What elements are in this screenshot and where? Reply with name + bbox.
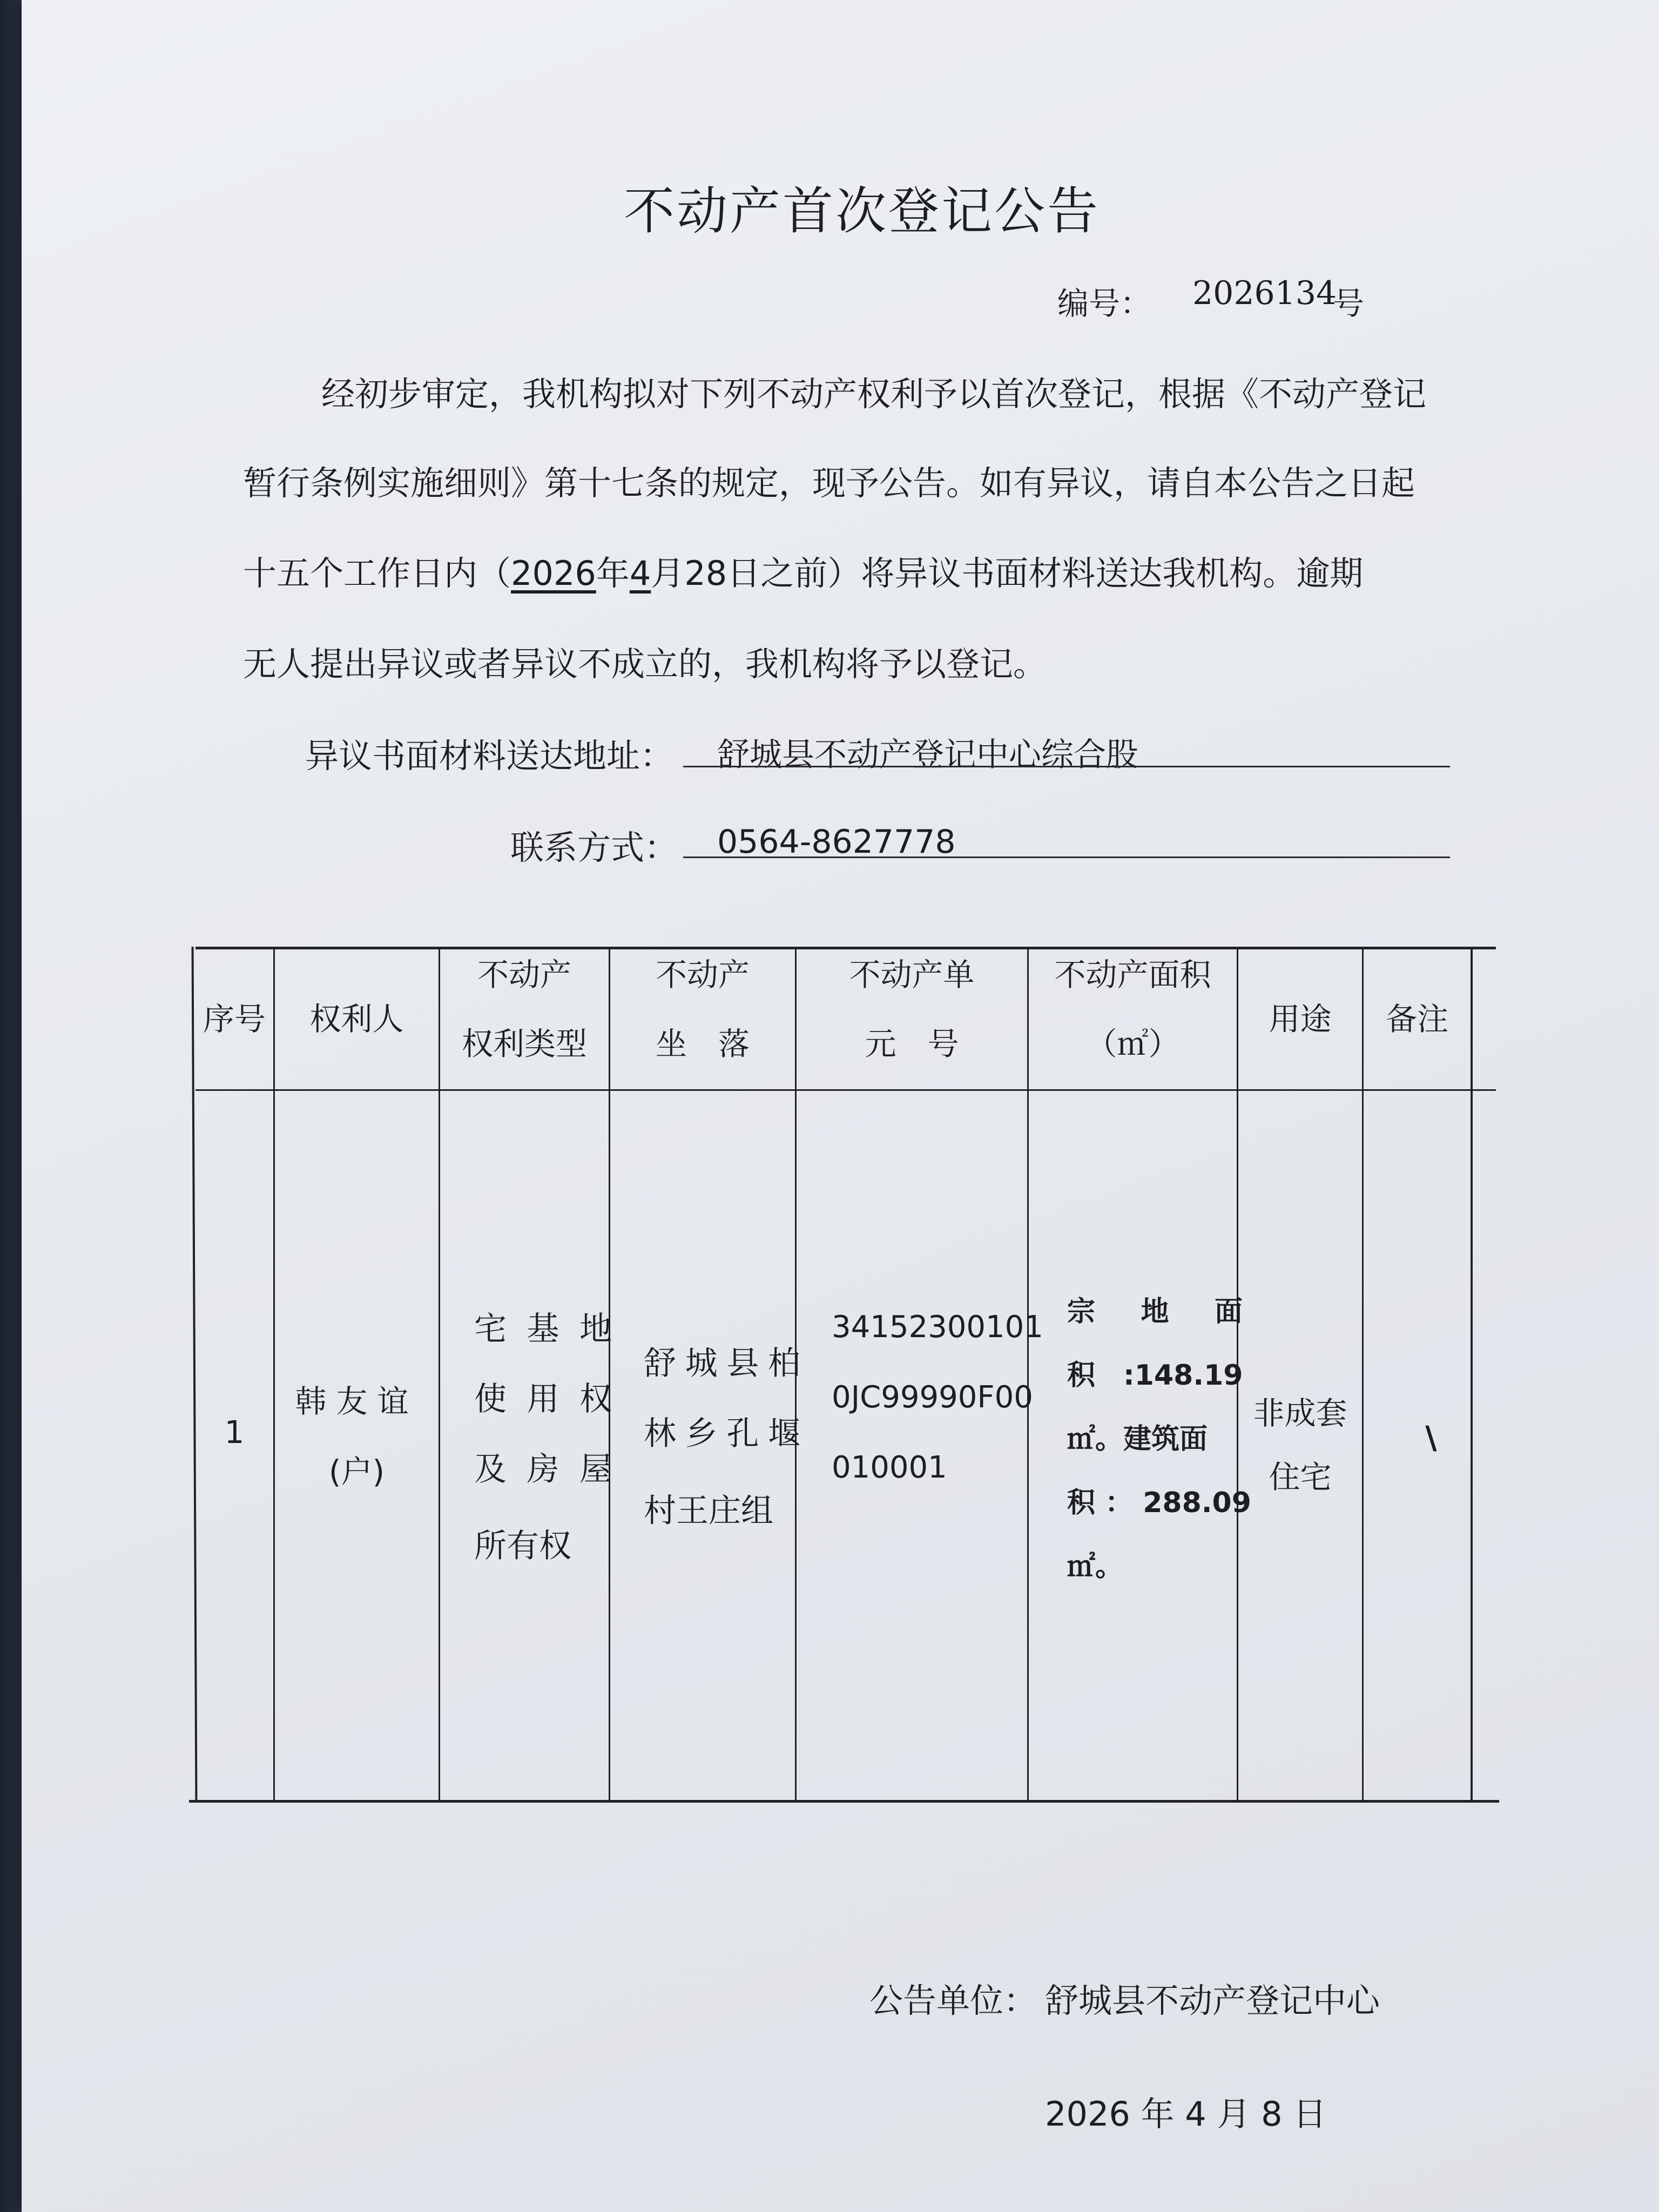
header-right-type-1: 不动产 xyxy=(477,956,571,993)
deadline-month: 4 xyxy=(629,554,651,593)
issuer-name: 舒城县不动产登记中心 xyxy=(1045,1981,1380,2020)
address-underline xyxy=(683,766,1450,767)
header-usage: 用途 xyxy=(1269,1001,1332,1037)
header-holder: 权利人 xyxy=(309,1001,404,1037)
month-unit: 月 xyxy=(651,554,685,593)
row-area-4: 积 ： 288.09 xyxy=(1067,1487,1251,1519)
serial-suffix: 号 xyxy=(1333,285,1365,322)
row-area-5: ㎡。 xyxy=(1067,1550,1124,1583)
body-line-1: 经初步审定，我机构拟对下列不动产权利予以首次登记，根据《不动产登记 xyxy=(321,374,1427,414)
contact-underline xyxy=(683,857,1450,858)
page-title: 不动产首次登记公告 xyxy=(624,182,1101,241)
row-location-3: 村王庄组 xyxy=(644,1492,773,1530)
body-line-3-prefix: 十五个工作日内（ xyxy=(243,554,511,593)
address-label: 异议书面材料送达地址： xyxy=(305,736,674,775)
body-line-4: 无人提出异议或者异议不成立的，我机构将予以登记。 xyxy=(243,644,1047,684)
table-bottom-border xyxy=(189,1800,1499,1803)
header-unit-2: 元 号 xyxy=(865,1026,959,1062)
row-unit-number-3: 010001 xyxy=(832,1450,947,1485)
table-header-divider xyxy=(195,1089,1496,1091)
header-unit-1: 不动产单 xyxy=(849,956,975,993)
contact-value: 0564-8627778 xyxy=(717,823,956,861)
row-remark: \ xyxy=(1425,1419,1437,1456)
body-line-3 xyxy=(243,547,1363,595)
contact-label: 联系方式： xyxy=(510,828,678,867)
notice-sheet xyxy=(22,0,1659,2212)
deadline-day: 28 xyxy=(684,554,727,593)
row-seq: 1 xyxy=(224,1414,245,1451)
row-area-1: 宗地面 xyxy=(1067,1296,1243,1328)
year-unit: 年 xyxy=(596,554,630,593)
table-col-line-7 xyxy=(1362,947,1364,1802)
header-location-1: 不动产 xyxy=(655,956,750,993)
header-area-2: （㎡） xyxy=(1085,1026,1180,1062)
row-area-3: ㎡。建筑面 xyxy=(1067,1423,1208,1455)
row-right-type-3: 及房屋 xyxy=(474,1451,612,1488)
notice-date: 2026 年 4 月 8 日 xyxy=(1045,2094,1327,2134)
row-right-type-2: 使用权 xyxy=(474,1380,612,1418)
row-location-1: 舒城县柏 xyxy=(644,1345,800,1382)
header-seq: 序号 xyxy=(203,1001,266,1037)
row-holder-type: (户) xyxy=(328,1453,385,1490)
table-right-border xyxy=(1471,947,1473,1802)
address-value: 舒城县不动产登记中心综合股 xyxy=(717,736,1138,774)
table-left-border xyxy=(192,947,198,1802)
row-unit-number-1: 34152300101 xyxy=(832,1310,1043,1345)
header-location-2: 坐 落 xyxy=(655,1026,750,1062)
serial-label: 编号： xyxy=(1057,285,1152,322)
deadline-year: 2026 xyxy=(511,554,596,593)
row-right-type-1: 宅基地 xyxy=(474,1310,612,1348)
header-right-type-2: 权利类型 xyxy=(461,1026,587,1062)
issuer-label: 公告单位： xyxy=(869,1981,1037,2020)
row-area-2: 积 :148.19 xyxy=(1067,1359,1243,1392)
row-holder-name: 韩友谊 xyxy=(295,1383,419,1420)
table-col-line-1 xyxy=(273,947,275,1802)
row-unit-number-2: 0JC99990F00 xyxy=(832,1380,1033,1415)
serial-number: 2026134 xyxy=(1192,274,1337,312)
header-area-1: 不动产面积 xyxy=(1054,956,1211,993)
body-line-2: 暂行条例实施细则》第十七条的规定，现予公告。如有异议，请自本公告之日起 xyxy=(243,463,1415,503)
row-usage-2: 住宅 xyxy=(1269,1459,1332,1495)
row-right-type-4: 所有权 xyxy=(474,1527,571,1565)
header-remark: 备注 xyxy=(1385,1001,1448,1037)
row-usage-1: 非成套 xyxy=(1253,1395,1347,1432)
row-location-2: 林乡孔堰 xyxy=(644,1415,800,1453)
body-line-3-suffix: 日之前）将异议书面材料送达我机构。逾期 xyxy=(727,554,1364,593)
